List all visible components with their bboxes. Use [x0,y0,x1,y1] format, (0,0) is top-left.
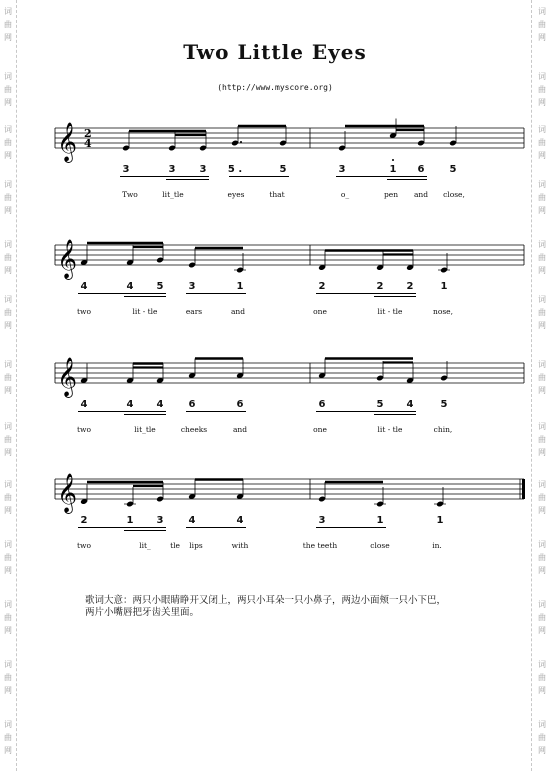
jianpu-underline [374,296,416,297]
watermark-block [535,5,549,44]
lyric-word: and [232,425,248,434]
jianpu-number: 4 [156,399,164,410]
watermark-char: 网 [538,566,546,575]
jianpu-underline [186,411,246,412]
jianpu-number: 4 [80,281,88,292]
watermark-char: 网 [4,626,12,635]
lyric-word: lit_tle [134,425,156,434]
lyric-word: lit - tle [377,307,403,316]
watermark-char: 网 [538,746,546,755]
jianpu-underline [336,176,427,177]
jianpu-number: 6 [318,399,326,410]
watermark-block [1,5,15,44]
watermark-char: 网 [538,448,546,457]
watermark-char: 曲 [4,85,12,94]
watermark-char: 曲 [538,20,546,29]
lyric-meaning-line: 歌词大意：两只小眼睛睁开又闭上，两只小耳朵一只小鼻子，两边小面颊一只小下巴， [85,595,447,606]
lyric-word: tle [170,541,180,550]
watermark-char: 曲 [538,373,546,382]
watermark-char: 曲 [538,138,546,147]
lyric-word: in. [432,541,442,550]
watermark-char: 曲 [4,493,12,502]
jianpu-number: 5 [279,164,287,175]
watermark-char: 网 [4,33,12,42]
watermark-char: 网 [538,686,546,695]
watermark-char: 词 [538,180,546,189]
watermark-char: 词 [4,295,12,304]
watermark-char: 曲 [538,253,546,262]
jianpu-number: 5 [156,281,164,292]
lyric-word: two [77,425,91,434]
watermark-char: 曲 [4,435,12,444]
jianpu-number: 1 [389,164,397,175]
watermark-char: 网 [538,98,546,107]
lyric-word: eyes [227,190,245,199]
lyric-word: lips [189,541,203,550]
watermark-char: 词 [4,600,12,609]
watermark-char: 曲 [538,435,546,444]
watermark-char: 词 [4,125,12,134]
watermark-char: 词 [4,660,12,669]
watermark-char: 曲 [538,193,546,202]
jianpu-number: 1 [436,515,444,526]
watermark-char: 网 [4,98,12,107]
music-system [0,353,550,468]
watermark-char: 词 [4,360,12,369]
watermark-char: 词 [538,480,546,489]
jianpu-underline [78,293,166,294]
jianpu-number: 1 [236,281,244,292]
treble-clef-icon: 𝄞 [57,473,78,513]
lyric-word: and [230,307,246,316]
jianpu-underline [316,411,416,412]
jianpu-underline [186,527,246,528]
jianpu-underline [166,179,209,180]
watermark-char: 词 [4,180,12,189]
jianpu-underline [78,527,166,528]
jianpu-number: 3 [122,164,130,175]
treble-clef-icon: 𝄞 [57,239,78,279]
watermark-char: 词 [538,125,546,134]
watermark-char: 网 [538,266,546,275]
jianpu-number: 1 [440,281,448,292]
watermark-char: 网 [4,506,12,515]
jianpu-number: 5 . [227,164,243,175]
jianpu-number: 6 [188,399,196,410]
watermark-char: 曲 [538,733,546,742]
lyric-word: o_ [340,190,350,199]
lyric-word: close [370,541,390,550]
watermark-char: 曲 [538,613,546,622]
music-system [0,469,550,584]
jianpu-number: 4 [126,399,134,410]
watermark-char: 网 [538,33,546,42]
jianpu-number: 2 [318,281,326,292]
treble-clef-icon: 𝄞 [57,357,78,397]
watermark-char: 网 [4,566,12,575]
watermark-char: 曲 [4,138,12,147]
lyric-word: lit - tle [132,307,158,316]
lyric-word: with [231,541,249,550]
watermark-char: 词 [538,360,546,369]
lyric-word: the teeth [302,541,338,550]
watermark-char: 词 [538,540,546,549]
lyric-word: one [313,425,327,434]
jianpu-number: 3 [156,515,164,526]
watermark-char: 曲 [538,493,546,502]
jianpu-number: 2 [406,281,414,292]
watermark-char: 词 [4,240,12,249]
watermark-char: 曲 [4,733,12,742]
watermark-char: 曲 [538,308,546,317]
watermark-char: 词 [4,72,12,81]
jianpu-underline [316,527,386,528]
lyric-word: two [77,307,91,316]
jianpu-number: 3 [318,515,326,526]
watermark-char: 词 [4,7,12,16]
watermark-char: 网 [4,266,12,275]
treble-clef-icon: 𝄞 [57,122,78,162]
watermark-block [1,718,15,757]
time-signature-top: 2 [84,127,92,140]
jianpu-underline [78,411,166,412]
lyric-meaning [85,595,515,619]
jianpu-number: 5 [449,164,457,175]
watermark-char: 词 [538,7,546,16]
jianpu-underline [316,293,416,294]
jianpu-number: 3 [168,164,176,175]
watermark-char: 网 [4,746,12,755]
watermark-char: 网 [538,151,546,160]
source-url: (http://www.myscore.org) [217,83,333,92]
watermark-char: 词 [538,72,546,81]
watermark-char: 词 [4,540,12,549]
lyric-word: lit_ [139,541,151,550]
watermark-char: 网 [538,386,546,395]
watermark-char: 曲 [538,553,546,562]
watermark-char: 网 [4,321,12,330]
lyric-word: chin, [433,425,453,434]
watermark-char: 网 [4,386,12,395]
lyric-word: and [413,190,429,199]
jianpu-number: 5 [376,399,384,410]
jianpu-underline [124,530,166,531]
watermark-char: 曲 [538,85,546,94]
watermark-char: 曲 [4,673,12,682]
jianpu-number: 1 [126,515,134,526]
watermark-char: 曲 [4,20,12,29]
jianpu-number: 3 [199,164,207,175]
watermark-char: 词 [4,480,12,489]
lyric-word: one [313,307,327,316]
jianpu-number: 6 [236,399,244,410]
jianpu-number: 3 [188,281,196,292]
jianpu-number: 4 [80,399,88,410]
lyric-word: nose, [432,307,454,316]
time-signature-bottom: 4 [84,137,92,150]
lyric-word: Two [122,190,138,199]
jianpu-underline [124,414,166,415]
lyric-word: cheeks [180,425,208,434]
jianpu-underline [374,414,416,415]
watermark-char: 词 [538,600,546,609]
jianpu-number: 4 [236,515,244,526]
music-system [0,235,550,350]
watermark-block [535,718,549,757]
jianpu-number: 3 [338,164,346,175]
jianpu-number: 2 [376,281,384,292]
watermark-block [1,598,15,637]
watermark-char: 词 [538,660,546,669]
lyric-word: two [77,541,91,550]
watermark-block [1,658,15,697]
watermark-char: 网 [4,448,12,457]
jianpu-number: 2 [80,515,88,526]
watermark-char: 词 [538,720,546,729]
jianpu-number: 4 [406,399,414,410]
lyric-word: lit_tle [162,190,184,199]
watermark-char: 曲 [4,253,12,262]
watermark-char: 词 [538,240,546,249]
lyric-meaning-line: 两片小嘴唇把牙齿关里面。 [85,607,200,618]
watermark-char: 曲 [538,673,546,682]
song-title: Two Little Eyes [183,40,367,64]
jianpu-underline [186,293,246,294]
watermark-char: 词 [538,422,546,431]
watermark-char: 曲 [4,193,12,202]
lyric-word: pen [383,190,399,199]
augmentation-dot [240,141,242,143]
watermark-block [535,658,549,697]
jianpu-underline [387,179,427,180]
jianpu-number: 4 [188,515,196,526]
watermark-char: 曲 [4,308,12,317]
watermark-char: 曲 [4,553,12,562]
jianpu-number: 6 [417,164,425,175]
watermark-block [535,598,549,637]
lyric-word: close, [443,190,465,199]
jianpu-octave-dot [392,159,394,161]
watermark-char: 词 [4,720,12,729]
watermark-char: 词 [538,295,546,304]
jianpu-underline [229,176,289,177]
lyric-word: ears [185,307,203,316]
watermark-char: 曲 [4,613,12,622]
lyric-word: lit - tle [377,425,403,434]
watermark-char: 网 [4,686,12,695]
watermark-char: 网 [538,321,546,330]
jianpu-number: 4 [126,281,134,292]
music-system [0,118,550,233]
lyric-word: that [269,190,285,199]
jianpu-underline [120,176,209,177]
jianpu-number: 5 [440,399,448,410]
watermark-char: 网 [4,206,12,215]
watermark-char: 网 [538,626,546,635]
jianpu-underline [124,296,166,297]
watermark-char: 网 [4,151,12,160]
watermark-char: 网 [538,506,546,515]
watermark-char: 词 [4,422,12,431]
final-thick-bar [522,479,525,499]
watermark-char: 网 [538,206,546,215]
jianpu-number: 1 [376,515,384,526]
watermark-char: 曲 [4,373,12,382]
